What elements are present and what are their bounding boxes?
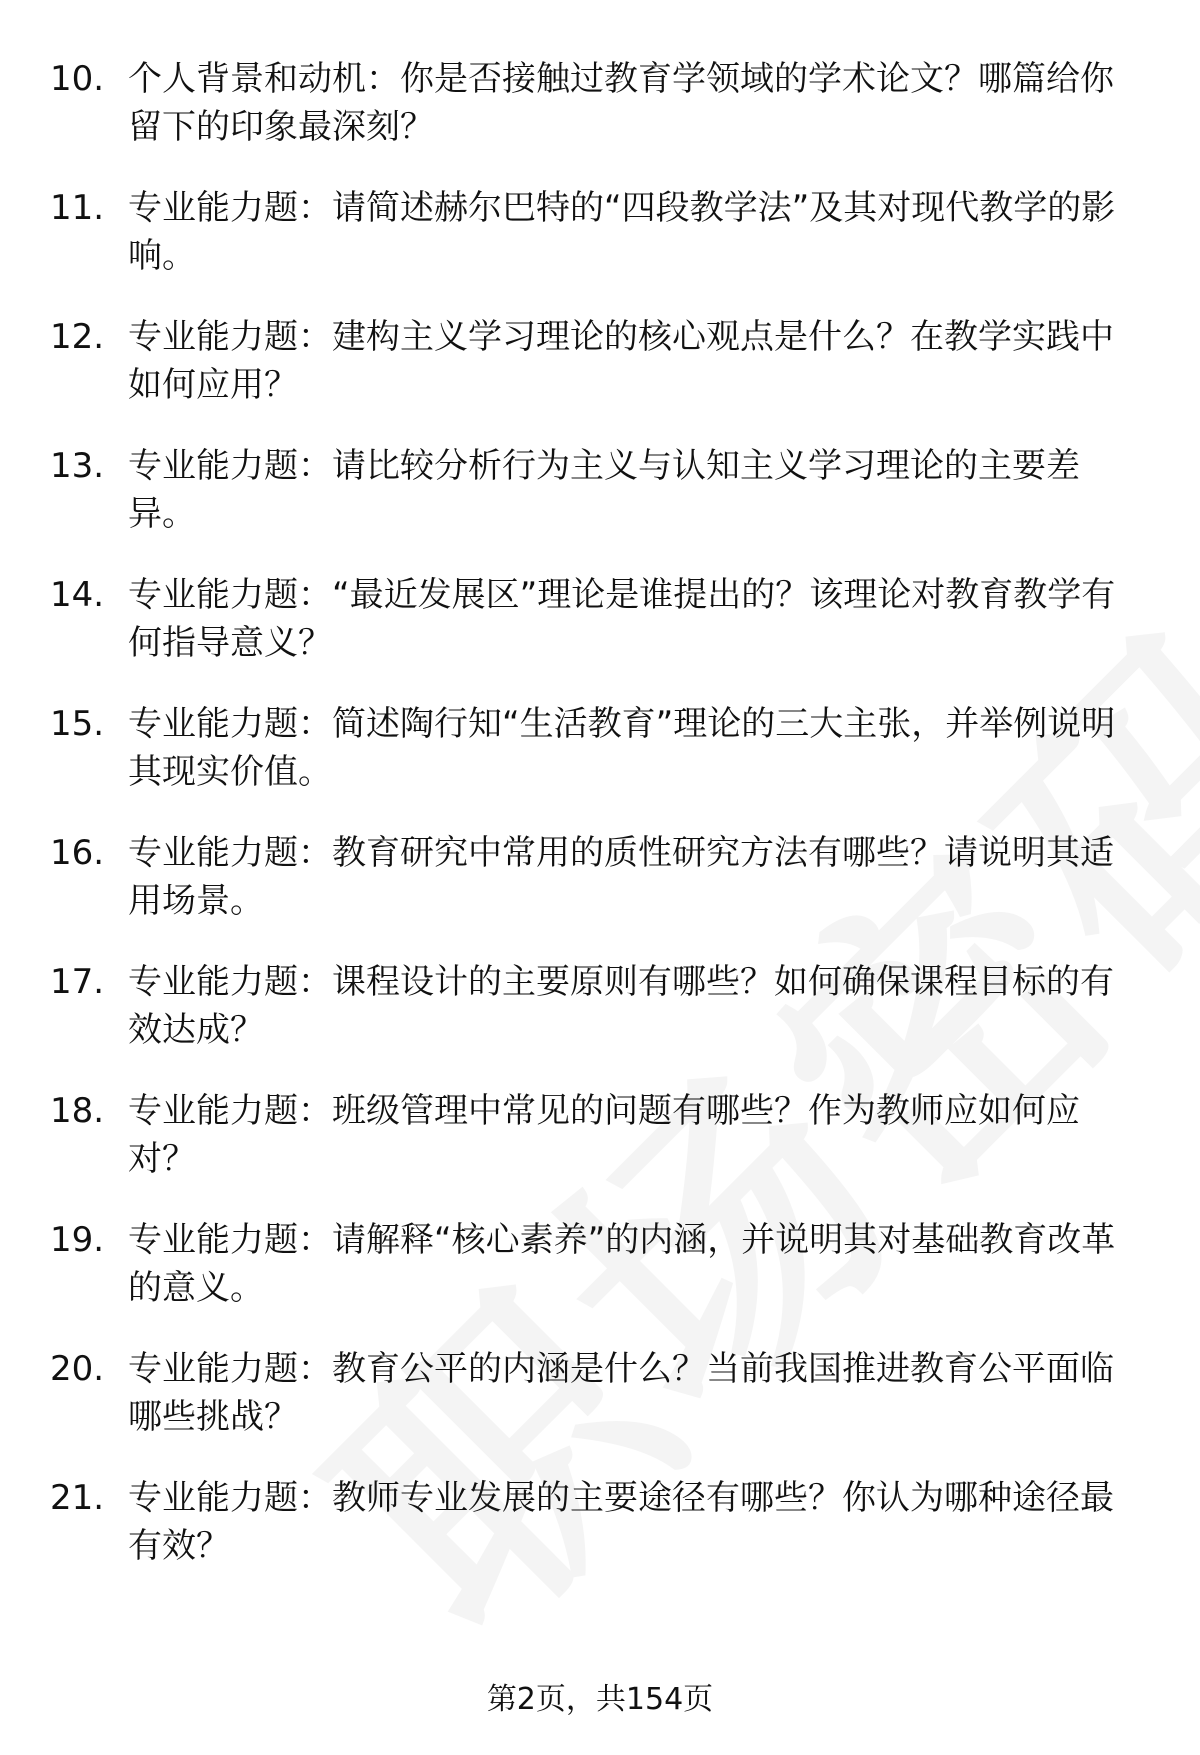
- item-number: 10.: [50, 59, 105, 99]
- list-item: [50, 1087, 1150, 1183]
- item-number: 11.: [50, 188, 105, 228]
- item-number: 14.: [50, 575, 105, 615]
- item-text: 专业能力题：请比较分析行为主义与认知主义学习理论的主要差异。: [128, 446, 1080, 534]
- item-text: 专业能力题：简述陶行知“生活教育”理论的三大主张，并举例说明其现实价值。: [128, 704, 1116, 792]
- list-item: [50, 958, 1150, 1054]
- item-number: 20.: [50, 1349, 105, 1389]
- item-number: 16.: [50, 833, 105, 873]
- item-text: 专业能力题：教育研究中常用的质性研究方法有哪些？请说明其适用场景。: [128, 833, 1114, 921]
- item-number: 17.: [50, 962, 105, 1002]
- item-text: 专业能力题：教育公平的内涵是什么？当前我国推进教育公平面临哪些挑战？: [128, 1349, 1114, 1437]
- item-text: 专业能力题：“最近发展区”理论是谁提出的？该理论对教育教学有何指导意义？: [128, 575, 1116, 663]
- list-item: [50, 313, 1150, 409]
- item-text: 专业能力题：教师专业发展的主要途径有哪些？你认为哪种途径最有效？: [128, 1478, 1114, 1566]
- list-item: [50, 1345, 1150, 1441]
- item-number: 19.: [50, 1220, 105, 1260]
- list-item: [50, 829, 1150, 925]
- item-text: 专业能力题：请解释“核心素养”的内涵，并说明其对基础教育改革的意义。: [128, 1220, 1116, 1308]
- item-text: 专业能力题：请简述赫尔巴特的“四段教学法”及其对现代教学的影响。: [128, 188, 1116, 276]
- item-text: 专业能力题：建构主义学习理论的核心观点是什么？在教学实践中如何应用？: [128, 317, 1114, 405]
- question-list: [50, 55, 1150, 1603]
- list-item: [50, 442, 1150, 538]
- item-number: 21.: [50, 1478, 105, 1518]
- list-item: [50, 1474, 1150, 1570]
- item-number: 12.: [50, 317, 105, 357]
- list-item: [50, 571, 1150, 667]
- page-footer: 第2页，共154页: [486, 1682, 714, 1717]
- item-number: 13.: [50, 446, 105, 486]
- list-item: [50, 55, 1150, 151]
- list-item: [50, 184, 1150, 280]
- item-text: 专业能力题：课程设计的主要原则有哪些？如何确保课程目标的有效达成？: [128, 962, 1114, 1050]
- item-number: 15.: [50, 704, 105, 744]
- item-number: 18.: [50, 1091, 105, 1131]
- item-text: 专业能力题：班级管理中常见的问题有哪些？作为教师应如何应对？: [128, 1091, 1080, 1179]
- list-item: [50, 1216, 1150, 1312]
- item-text: 个人背景和动机：你是否接触过教育学领域的学术论文？哪篇给你留下的印象最深刻？: [128, 59, 1114, 147]
- list-item: [50, 700, 1150, 796]
